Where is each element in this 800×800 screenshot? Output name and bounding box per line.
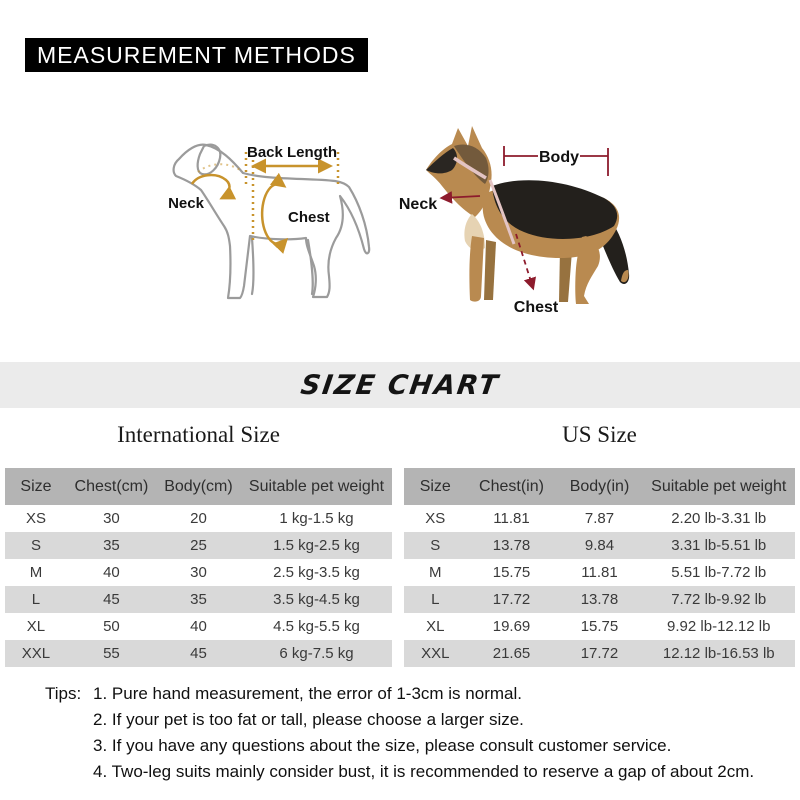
tips-prefix-spacer [45, 707, 93, 733]
cell-weight: 12.12 lb-16.53 lb [662, 645, 775, 662]
cell-chest: 45 [103, 591, 120, 608]
back-length-label: Back Length [246, 144, 338, 161]
tip-text: 4. Two-leg suits mainly consider bust, it is recommended to reserve a gap of about 2cm. [93, 762, 755, 781]
cell-weight: 4.5 kg-5.5 kg [273, 618, 360, 635]
cell-size: S [430, 537, 441, 554]
size-chart-title: SIZE CHART [298, 369, 502, 401]
cell-size: XS [25, 510, 46, 527]
cell-weight: 3.31 lb-5.51 lb [671, 537, 767, 554]
cell-weight: 1 kg-1.5 kg [279, 510, 354, 527]
sketch-chest-label: Chest [288, 209, 330, 226]
photo-neck-label: Neck [398, 196, 438, 213]
table-row [5, 640, 392, 667]
col-header-size: Size [404, 468, 467, 505]
cell-weight: 2.20 lb-3.31 lb [671, 510, 767, 527]
cell-size: XXL [421, 645, 450, 662]
cell-chest: 21.65 [492, 645, 531, 662]
cell-chest: 13.78 [492, 537, 531, 554]
cell-size: XS [425, 510, 446, 527]
table-row [5, 586, 392, 613]
cell-body: 9.84 [584, 537, 615, 554]
international-size-table [5, 468, 392, 667]
tip-line [45, 759, 754, 785]
cell-body: 13.78 [580, 591, 619, 608]
col-header-weight: Suitable pet weight [241, 468, 392, 505]
cell-chest: 50 [103, 618, 120, 635]
cell-body: 15.75 [580, 618, 619, 635]
col-header-weight: Suitable pet weight [642, 468, 795, 505]
tips-prefix: Tips: [45, 684, 82, 703]
cell-size: M [429, 564, 442, 581]
table-row [404, 586, 795, 613]
cell-chest: 19.69 [492, 618, 531, 635]
photo-chest-label: Chest [513, 299, 559, 316]
cell-weight: 3.5 kg-4.5 kg [273, 591, 360, 608]
table-row [404, 559, 795, 586]
col-header-chest: Chest(in) [467, 468, 557, 505]
cell-weight: 9.92 lb-12.12 lb [667, 618, 771, 635]
table-header-row [5, 468, 392, 505]
table-row [5, 532, 392, 559]
cell-body: 25 [190, 537, 207, 554]
cell-body: 20 [190, 510, 207, 527]
col-header-chest: Chest(cm) [67, 468, 156, 505]
cell-body: 40 [190, 618, 207, 635]
tip-line [45, 733, 754, 759]
dog-photo-diagram [392, 118, 672, 330]
cell-weight: 7.72 lb-9.92 lb [671, 591, 767, 608]
cell-size: L [31, 591, 41, 608]
photo-body-label: Body [539, 149, 579, 166]
table-row [5, 613, 392, 640]
dog-photo [426, 126, 629, 304]
sketch-neck-label: Neck [168, 195, 204, 212]
table-row [404, 532, 795, 559]
tips-prefix-spacer [45, 733, 93, 759]
table-row [404, 640, 795, 667]
cell-size: XXL [21, 645, 51, 662]
cell-body: 7.87 [584, 510, 615, 527]
cell-body: 11.81 [581, 564, 618, 581]
cell-chest: 15.75 [492, 564, 531, 581]
cell-body: 35 [190, 591, 207, 608]
col-header-body: Body(in) [556, 468, 642, 505]
table-row [5, 559, 392, 586]
cell-size: XL [426, 618, 445, 635]
table-header-row [404, 468, 795, 505]
sketch-measure-marks [192, 152, 338, 244]
cell-size: L [431, 591, 440, 608]
tip-text: 1. Pure hand measurement, the error of 1-3cm is normal. [93, 684, 522, 703]
cell-size: S [30, 537, 41, 554]
tip-line [45, 707, 754, 733]
col-header-size: Size [5, 468, 67, 505]
tips-section [45, 681, 754, 785]
cell-chest: 30 [103, 510, 120, 527]
international-size-title: International Size [117, 422, 280, 447]
cell-size: XL [26, 618, 46, 635]
table-row [404, 505, 795, 532]
cell-size: M [29, 564, 43, 581]
cell-weight: 1.5 kg-2.5 kg [273, 537, 360, 554]
cell-weight: 2.5 kg-3.5 kg [273, 564, 360, 581]
tip-line [45, 681, 754, 707]
table-row [404, 613, 795, 640]
us-size-title: US Size [562, 422, 637, 447]
tips-prefix-spacer [45, 759, 93, 785]
cell-body: 17.72 [580, 645, 619, 662]
cell-weight: 5.51 lb-7.72 lb [671, 564, 767, 581]
neck-dotted-arc [198, 164, 240, 172]
cell-body: 30 [190, 564, 207, 581]
cell-chest: 17.72 [492, 591, 531, 608]
cell-body: 45 [190, 645, 207, 662]
cell-chest: 40 [103, 564, 120, 581]
col-header-body: Body(cm) [156, 468, 241, 505]
size-chart-band [0, 362, 800, 408]
dog-sketch-diagram [140, 126, 400, 326]
chest-arrow [262, 184, 286, 244]
cell-chest: 11.81 [493, 510, 530, 527]
cell-chest: 55 [103, 645, 120, 662]
us-size-table [404, 468, 795, 667]
cell-chest: 35 [103, 537, 120, 554]
page-title: MEASUREMENT METHODS [25, 38, 368, 72]
cell-weight: 6 kg-7.5 kg [279, 645, 354, 662]
tip-text: 3. If you have any questions about the size, please consult customer service. [93, 736, 672, 755]
tip-text: 2. If your pet is too fat or tall, please choose a larger size. [93, 710, 524, 729]
table-row [5, 505, 392, 532]
